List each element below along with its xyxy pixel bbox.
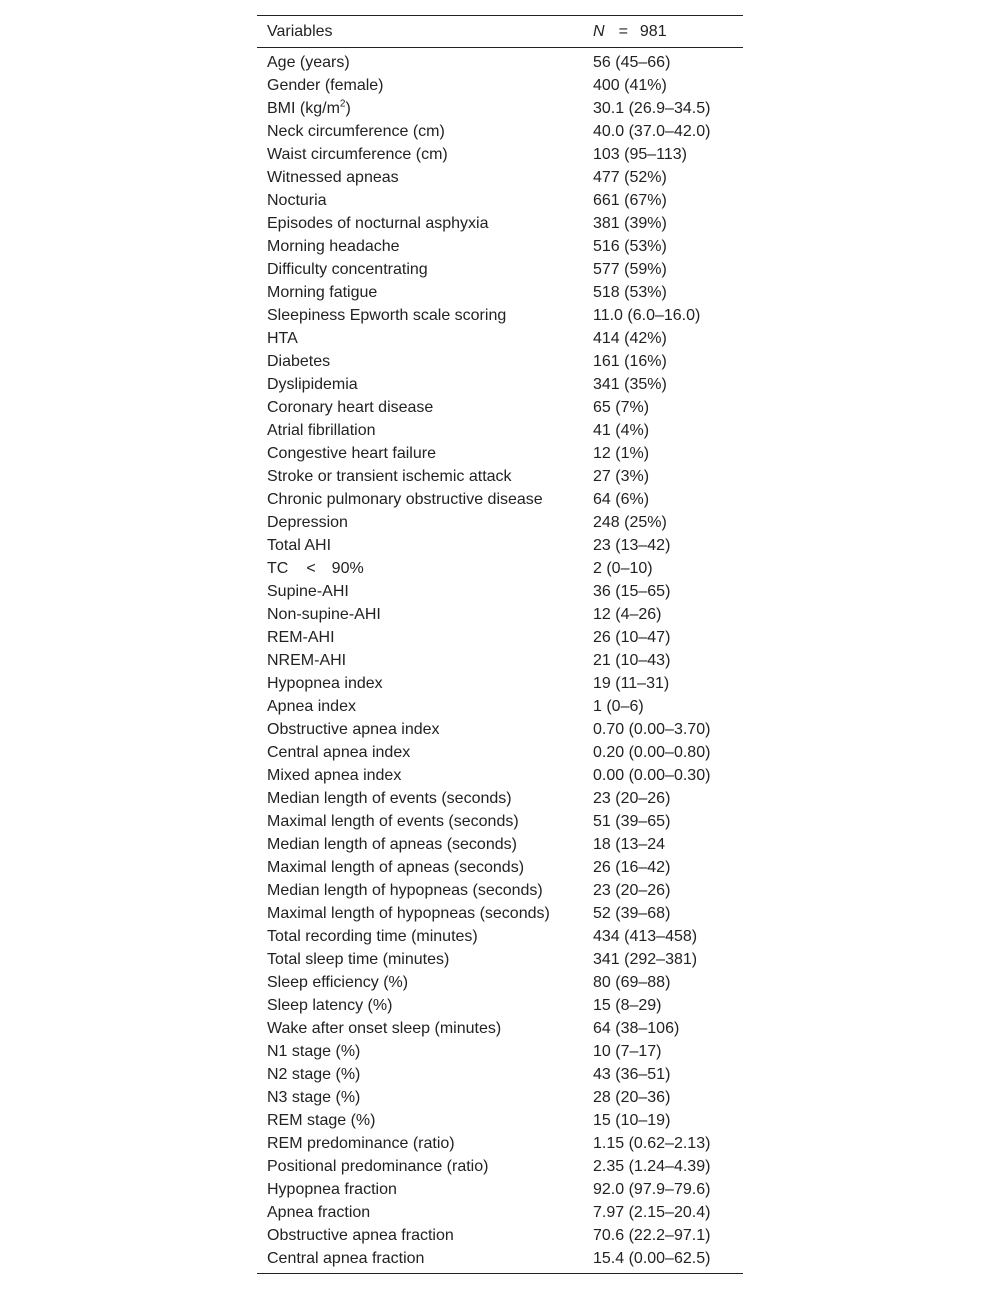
variable-label	[257, 1155, 583, 1178]
table-row	[257, 120, 743, 143]
header-row	[257, 16, 743, 48]
label-text: Waist circumference (cm)	[267, 146, 448, 163]
label-text: Median length of events (seconds)	[267, 790, 512, 807]
label-text: Coronary heart disease	[267, 399, 434, 416]
label-text: Difficulty concentrating	[267, 261, 428, 278]
table-row	[257, 1132, 743, 1155]
label-text: Neck circumference (cm)	[267, 123, 445, 140]
variable-value: 51 (39–65)	[593, 813, 671, 830]
label-text: Hypopnea index	[267, 675, 383, 692]
label-text: NREM-AHI	[267, 652, 347, 669]
variable-label	[257, 74, 583, 97]
variable-label	[257, 304, 583, 327]
variable-value: 1 (0–6)	[593, 698, 644, 715]
table-row	[257, 1155, 743, 1178]
variable-value: 414 (42%)	[593, 330, 667, 347]
label-text: Non-supine-AHI	[267, 606, 381, 623]
label-text: Positional predominance (ratio)	[267, 1158, 489, 1175]
label-text: Diabetes	[267, 353, 331, 370]
variable-value: 64 (6%)	[593, 491, 650, 508]
table-row	[257, 396, 743, 419]
variable-label	[257, 465, 583, 488]
label-text: REM predominance (ratio)	[267, 1135, 455, 1152]
table-header	[257, 16, 743, 48]
variable-label	[257, 212, 583, 235]
variable-value: 15 (8–29)	[593, 997, 662, 1014]
table-row	[257, 534, 743, 557]
label-text: Morning headache	[267, 238, 400, 255]
table-row	[257, 373, 743, 396]
variable-label	[257, 1132, 583, 1155]
variable-label	[257, 1063, 583, 1086]
table-row	[257, 810, 743, 833]
label-text: Median length of hypopneas (seconds)	[267, 882, 543, 899]
label-text: Apnea fraction	[267, 1204, 371, 1221]
table-row	[257, 994, 743, 1017]
table-row	[257, 925, 743, 948]
variable-value: 516 (53%)	[593, 238, 667, 255]
patient-characteristics-table	[257, 15, 743, 1274]
variable-label	[257, 1040, 583, 1063]
table-row	[257, 48, 743, 75]
variable-value: 23 (20–26)	[593, 882, 671, 899]
table-row	[257, 327, 743, 350]
table-row	[257, 97, 743, 120]
variable-label	[257, 511, 583, 534]
table-row	[257, 465, 743, 488]
label-text: Dyslipidemia	[267, 376, 358, 393]
header-variables: Variables	[267, 23, 333, 40]
variable-value: 23 (13–42)	[593, 537, 671, 554]
variable-value: 341 (292–381)	[593, 951, 698, 968]
variable-label	[257, 971, 583, 994]
variable-label	[257, 189, 583, 212]
variable-label	[257, 1017, 583, 1040]
variable-label	[257, 1086, 583, 1109]
label-text: N2 stage (%)	[267, 1066, 361, 1083]
label-suffix: 90%	[331, 560, 364, 577]
table-row	[257, 856, 743, 879]
variable-value: 56 (45–66)	[593, 54, 671, 71]
equals-sign: =	[618, 23, 628, 40]
variable-value: 11.0 (6.0–16.0)	[593, 307, 701, 324]
variable-label	[257, 925, 583, 948]
variable-value: 0.00 (0.00–0.30)	[593, 767, 711, 784]
variable-label	[257, 695, 583, 718]
data-table-container	[257, 15, 743, 1274]
label-text: Central apnea fraction	[267, 1250, 425, 1267]
table-row	[257, 764, 743, 787]
label-text: Supine-AHI	[267, 583, 349, 600]
variable-value: 2 (0–10)	[593, 560, 653, 577]
variable-value: 43 (36–51)	[593, 1066, 671, 1083]
table-row	[257, 1063, 743, 1086]
table-row	[257, 948, 743, 971]
label-text: HTA	[267, 330, 298, 347]
variable-value: 161 (16%)	[593, 353, 667, 370]
variable-label	[257, 1109, 583, 1132]
variable-value: 577 (59%)	[593, 261, 667, 278]
variable-value: 477 (52%)	[593, 169, 667, 186]
variable-label	[257, 856, 583, 879]
variable-label	[257, 166, 583, 189]
label-text: Nocturia	[267, 192, 327, 209]
variable-value: 65 (7%)	[593, 399, 650, 416]
table-row	[257, 304, 743, 327]
n-value: 981	[639, 23, 667, 40]
variable-value: 30.1 (26.9–34.5)	[593, 100, 711, 117]
variable-value: 12 (1%)	[593, 445, 650, 462]
variable-label	[257, 327, 583, 350]
table-row	[257, 166, 743, 189]
variable-label	[257, 534, 583, 557]
variable-label	[257, 1224, 583, 1247]
label-text: Hypopnea fraction	[267, 1181, 397, 1198]
table-row	[257, 1247, 743, 1274]
variable-value: 28 (20–36)	[593, 1089, 671, 1106]
label-text: Median length of apneas (seconds)	[267, 836, 517, 853]
table-row	[257, 1040, 743, 1063]
table-row	[257, 488, 743, 511]
variable-label	[257, 718, 583, 741]
label-text: Chronic pulmonary obstructive disease	[267, 491, 543, 508]
label-text: Episodes of nocturnal asphyxia	[267, 215, 489, 232]
variable-value: 18 (13–24	[593, 836, 666, 853]
variable-label	[257, 810, 583, 833]
variable-label	[257, 626, 583, 649]
label-text: Maximal length of hypopneas (seconds)	[267, 905, 550, 922]
table-row	[257, 1017, 743, 1040]
variable-label	[257, 787, 583, 810]
variable-label	[257, 672, 583, 695]
table-row	[257, 626, 743, 649]
table-row	[257, 281, 743, 304]
variable-value: 26 (10–47)	[593, 629, 671, 646]
label-text: Stroke or transient ischemic attack	[267, 468, 512, 485]
variable-value: 10 (7–17)	[593, 1043, 662, 1060]
variable-label	[257, 350, 583, 373]
variable-value: 92.0 (97.9–79.6)	[593, 1181, 711, 1198]
table-row	[257, 879, 743, 902]
label-text: Morning fatigue	[267, 284, 378, 301]
variable-label	[257, 1247, 583, 1274]
variable-label	[257, 281, 583, 304]
variable-label	[257, 48, 583, 75]
variable-value: 661 (67%)	[593, 192, 667, 209]
variable-value: 1.15 (0.62–2.13)	[593, 1135, 711, 1152]
label-text: Sleep latency (%)	[267, 997, 393, 1014]
variable-label	[257, 488, 583, 511]
variable-label	[257, 373, 583, 396]
variable-value: 400 (41%)	[593, 77, 667, 94]
label-text: TC	[267, 560, 289, 577]
variable-value: 12 (4–26)	[593, 606, 662, 623]
table-row	[257, 1086, 743, 1109]
variable-label	[257, 143, 583, 166]
table-row	[257, 557, 743, 580]
table-body	[257, 48, 743, 1274]
variable-value: 21 (10–43)	[593, 652, 671, 669]
variable-label	[257, 396, 583, 419]
table-row	[257, 741, 743, 764]
variable-value: 26 (16–42)	[593, 859, 671, 876]
header-sample-size	[583, 16, 743, 48]
label-text: Age (years)	[267, 54, 350, 71]
table-row	[257, 649, 743, 672]
variable-value: 341 (35%)	[593, 376, 667, 393]
table-row	[257, 258, 743, 281]
table-row	[257, 971, 743, 994]
n-symbol: N	[593, 23, 605, 40]
variable-label	[257, 1201, 583, 1224]
label-text: N3 stage (%)	[267, 1089, 361, 1106]
table-row	[257, 718, 743, 741]
label-text: REM stage (%)	[267, 1112, 376, 1129]
table-row	[257, 695, 743, 718]
variable-label	[257, 258, 583, 281]
variable-value: 64 (38–106)	[593, 1020, 680, 1037]
table-row	[257, 74, 743, 97]
label-text: N1 stage (%)	[267, 1043, 361, 1060]
variable-label	[257, 97, 583, 120]
variable-label	[257, 741, 583, 764]
label-text: Gender (female)	[267, 77, 384, 94]
label-superscript: 2	[339, 98, 346, 110]
label-text: Maximal length of events (seconds)	[267, 813, 519, 830]
label-text: BMI (kg/m	[267, 100, 340, 117]
table-row	[257, 189, 743, 212]
table-row	[257, 235, 743, 258]
variable-value: 36 (15–65)	[593, 583, 671, 600]
table-row	[257, 603, 743, 626]
variable-value: 2.35 (1.24–4.39)	[593, 1158, 711, 1175]
variable-label	[257, 442, 583, 465]
label-operator: <	[306, 560, 316, 577]
table-row	[257, 1109, 743, 1132]
table-row	[257, 143, 743, 166]
table-row	[257, 350, 743, 373]
label-text: Witnessed apneas	[267, 169, 399, 186]
table-row	[257, 1224, 743, 1247]
label-text: Total sleep time (minutes)	[267, 951, 450, 968]
variable-value: 248 (25%)	[593, 514, 667, 531]
label-text: Obstructive apnea index	[267, 721, 440, 738]
variable-value: 518 (53%)	[593, 284, 667, 301]
variable-label	[257, 580, 583, 603]
variable-value: 52 (39–68)	[593, 905, 671, 922]
table-row	[257, 787, 743, 810]
label-text: Total recording time (minutes)	[267, 928, 478, 945]
variable-value: 434 (413–458)	[593, 928, 698, 945]
variable-value: 381 (39%)	[593, 215, 667, 232]
label-text: Wake after onset sleep (minutes)	[267, 1020, 502, 1037]
label-text: Atrial fibrillation	[267, 422, 376, 439]
table-row	[257, 672, 743, 695]
table-row	[257, 902, 743, 925]
table-row	[257, 212, 743, 235]
label-text: Central apnea index	[267, 744, 411, 761]
label-text: Sleep efficiency (%)	[267, 974, 409, 991]
table-row	[257, 442, 743, 465]
label-text: Depression	[267, 514, 348, 531]
table-row	[257, 511, 743, 534]
label-text: REM-AHI	[267, 629, 335, 646]
variable-value: 103 (95–113)	[593, 146, 687, 163]
variable-label	[257, 902, 583, 925]
variable-label	[257, 1178, 583, 1201]
variable-value: 40.0 (37.0–42.0)	[593, 123, 711, 140]
label-text: Sleepiness Epworth scale scoring	[267, 307, 507, 324]
variable-label	[257, 419, 583, 442]
variable-label	[257, 235, 583, 258]
variable-value: 70.6 (22.2–97.1)	[593, 1227, 711, 1244]
variable-value: 23 (20–26)	[593, 790, 671, 807]
label-text: Apnea index	[267, 698, 356, 715]
variable-label	[257, 603, 583, 626]
variable-label	[257, 557, 583, 580]
variable-value: 7.97 (2.15–20.4)	[593, 1204, 711, 1221]
table-row	[257, 419, 743, 442]
variable-label	[257, 948, 583, 971]
variable-label	[257, 120, 583, 143]
label-text: Congestive heart failure	[267, 445, 436, 462]
label-text: Maximal length of apneas (seconds)	[267, 859, 525, 876]
variable-label	[257, 994, 583, 1017]
variable-value: 80 (69–88)	[593, 974, 671, 991]
variable-label	[257, 764, 583, 787]
label-text: Total AHI	[267, 537, 332, 554]
variable-label	[257, 649, 583, 672]
variable-value: 41 (4%)	[593, 422, 650, 439]
label-suffix: )	[345, 100, 351, 117]
variable-value: 0.20 (0.00–0.80)	[593, 744, 711, 761]
variable-label	[257, 879, 583, 902]
variable-value: 27 (3%)	[593, 468, 650, 485]
table-row	[257, 1201, 743, 1224]
table-row	[257, 833, 743, 856]
variable-label	[257, 833, 583, 856]
table-row	[257, 580, 743, 603]
variable-value: 0.70 (0.00–3.70)	[593, 721, 711, 738]
table-row	[257, 1178, 743, 1201]
label-text: Obstructive apnea fraction	[267, 1227, 454, 1244]
variable-value: 15 (10–19)	[593, 1112, 671, 1129]
label-text: Mixed apnea index	[267, 767, 402, 784]
variable-value: 19 (11–31)	[593, 675, 670, 692]
variable-value: 15.4 (0.00–62.5)	[593, 1250, 711, 1267]
